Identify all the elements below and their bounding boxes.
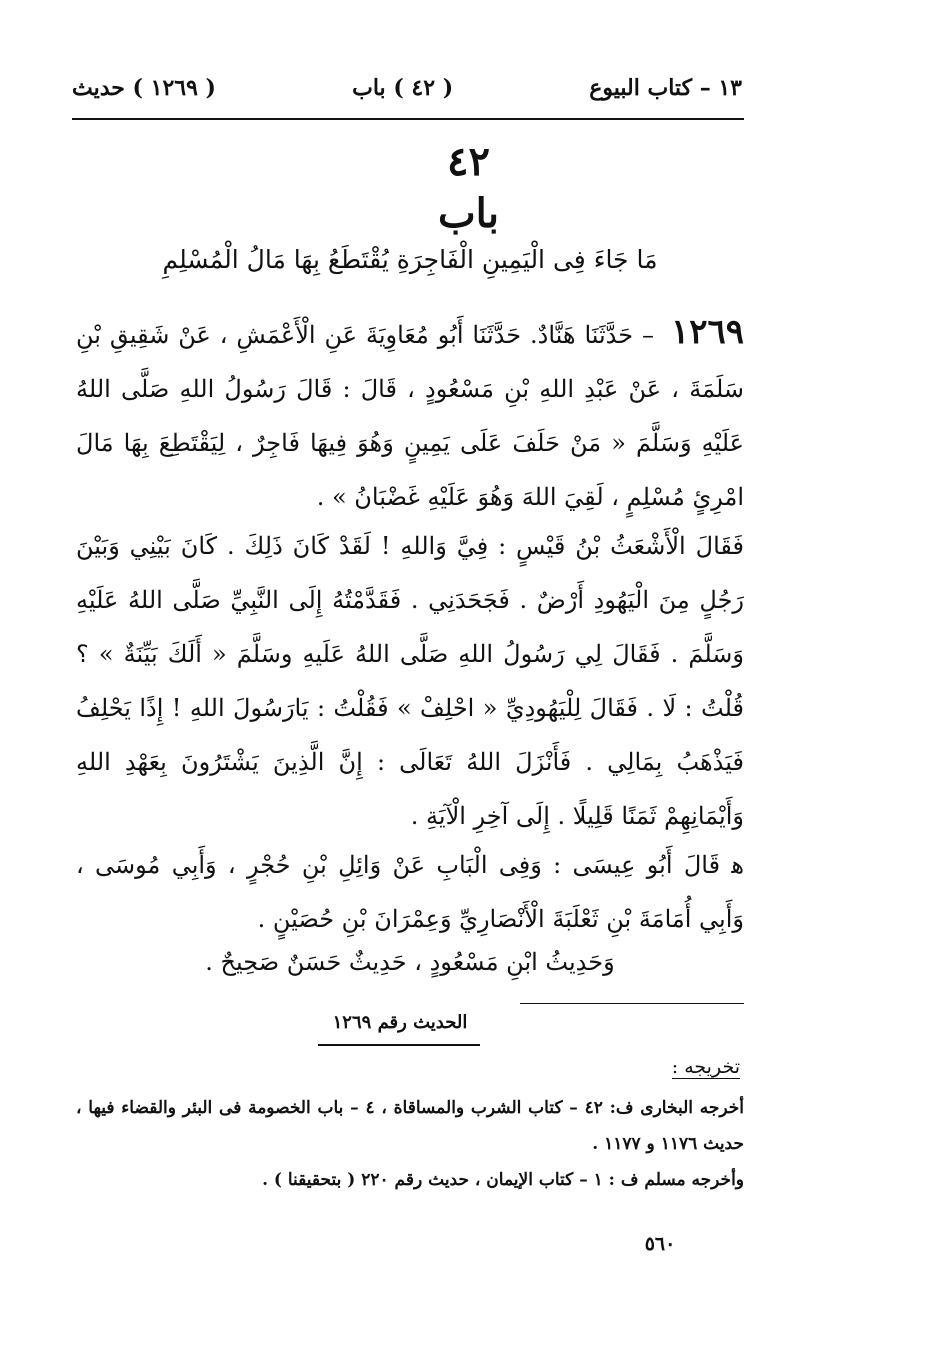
- chapter-label: باب: [438, 190, 499, 237]
- page-number: ٥٦٠: [644, 1233, 676, 1255]
- hadith-grading: وَحَدِيثُ ابْنِ مَسْعُودٍ ، حَدِيثٌ حَسَنٌ صَحِيحٌ .: [205, 948, 615, 976]
- takhrij-heading-text: تخريجه :: [671, 1056, 740, 1078]
- hadith-isnad-matn: – حَدَّثَنَا هَنَّادٌ. حَدَّثَنَا أَبُو مُعَاوِيَةَ عَنِ الْأَعْمَشِ ، عَنْ شَقِيقِ بْنِ سَلَمَةَ ، عَنْ عَبْدِ اللهِ بْنِ مَسْعُودٍ ، قَالَ : قَالَ رَسُولُ اللهِ صَلَّى اللهُ عَلَيْهِ وَسَلَّمَ « مَنْ حَلَفَ عَلَى يَمِينٍ وَهُوَ فِيهَا فَاجِرٌ ، لِيَقْتَطِعَ بِهَا مَالَ امْرِئٍ مُسْلِمٍ ، لَقِيَ اللهَ وَهُوَ عَلَيْهِ غَضْبَانُ » .: [76, 321, 744, 511]
- chapter-title: مَا جَاءَ فِى الْيَمِينِ الْفَاجِرَةِ يُقْتَطَعُ بِهَا مَالُ الْمُسْلِمِ: [162, 245, 658, 274]
- chapter-number: ٤٢: [447, 138, 490, 185]
- footnote-reference-underline: [318, 1044, 480, 1046]
- hadith-text: [76, 305, 744, 524]
- header-book-title: ١٣ – كتاب البيوع: [589, 75, 742, 101]
- header-chapter: ( ٤٢ ) باب: [352, 75, 454, 101]
- running-header: [72, 68, 742, 108]
- header-divider: [72, 118, 744, 120]
- footnotes: [76, 1090, 744, 1198]
- footnote-line-muslim: وأخرجه مسلم ف : ١ – كتاب الإيمان ، حديث رقم ٢٢٠ ( بتحقيقنا ) .: [262, 1170, 744, 1190]
- footnote-line-bukhari: أخرجه البخارى ف: ٤٢ – كتاب الشرب والمساقاة ، ٤ – باب الخصومة فى البئر والقضاء فيها ، حديث ١١٧٦ و ١١٧٧ .: [76, 1098, 744, 1154]
- abu-isa-commentary: ﻫ قَالَ أَبُو عِيسَى : وَفِى الْبَابِ عَنْ وَائِلِ بْنِ حُجْرٍ ، وَأَبِي مُوسَى ، وَأَبِي أُمَامَةَ بْنِ ثَعْلَبَةَ الْأَنْصَارِيِّ وَعِمْرَانَ بْنِ حُصَيْنٍ .: [76, 851, 744, 933]
- takhrij-heading: [500, 1056, 740, 1078]
- footnote-separator: [520, 1003, 744, 1004]
- hadith-number: ١٢٦٩: [670, 312, 744, 352]
- footnote-reference: الحديث رقم ١٢٦٩: [332, 1012, 468, 1033]
- hadith-narration: فَقَالَ الْأَشْعَثُ بْنُ قَيْسٍ : فِيَّ وَاللهِ ! لَقَدْ كَانَ ذَلِكَ . كَانَ بَيْنِي وَبَيْنَ رَجُلٍ مِنَ الْيَهُودِ أَرْضٌ . فَجَحَدَنِي . فَقَدَّمْتُهُ إِلَى النَّبِيِّ صَلَّى اللهُ عَلَيْهِ وَسَلَّمَ . فَقَالَ لِي رَسُولُ اللهِ صَلَّى اللهُ عَلَيهِ وسَلَّمَ « أَلَكَ بَيِّنَةٌ » ؟ قُلْتُ : لَا . فَقَالَ لِلْيَهُودِيِّ « احْلِفْ » فَقُلْتُ : يَارَسُولَ اللهِ ! إِذًا يَحْلِفُ فَيَذْهَبُ بِمَالِي . فَأَنْزَلَ اللهُ تَعَالَى : إِنَّ الَّذِينَ يَشْتَرُونَ بِعَهْدِ اللهِ وَأَيْمَانِهِمْ ثَمَنًا قَلِيلًا . إِلَى آخِرِ الْآيَةِ .: [76, 532, 744, 830]
- header-hadith-number: ( ١٢٦٩ ) حديث: [72, 75, 216, 101]
